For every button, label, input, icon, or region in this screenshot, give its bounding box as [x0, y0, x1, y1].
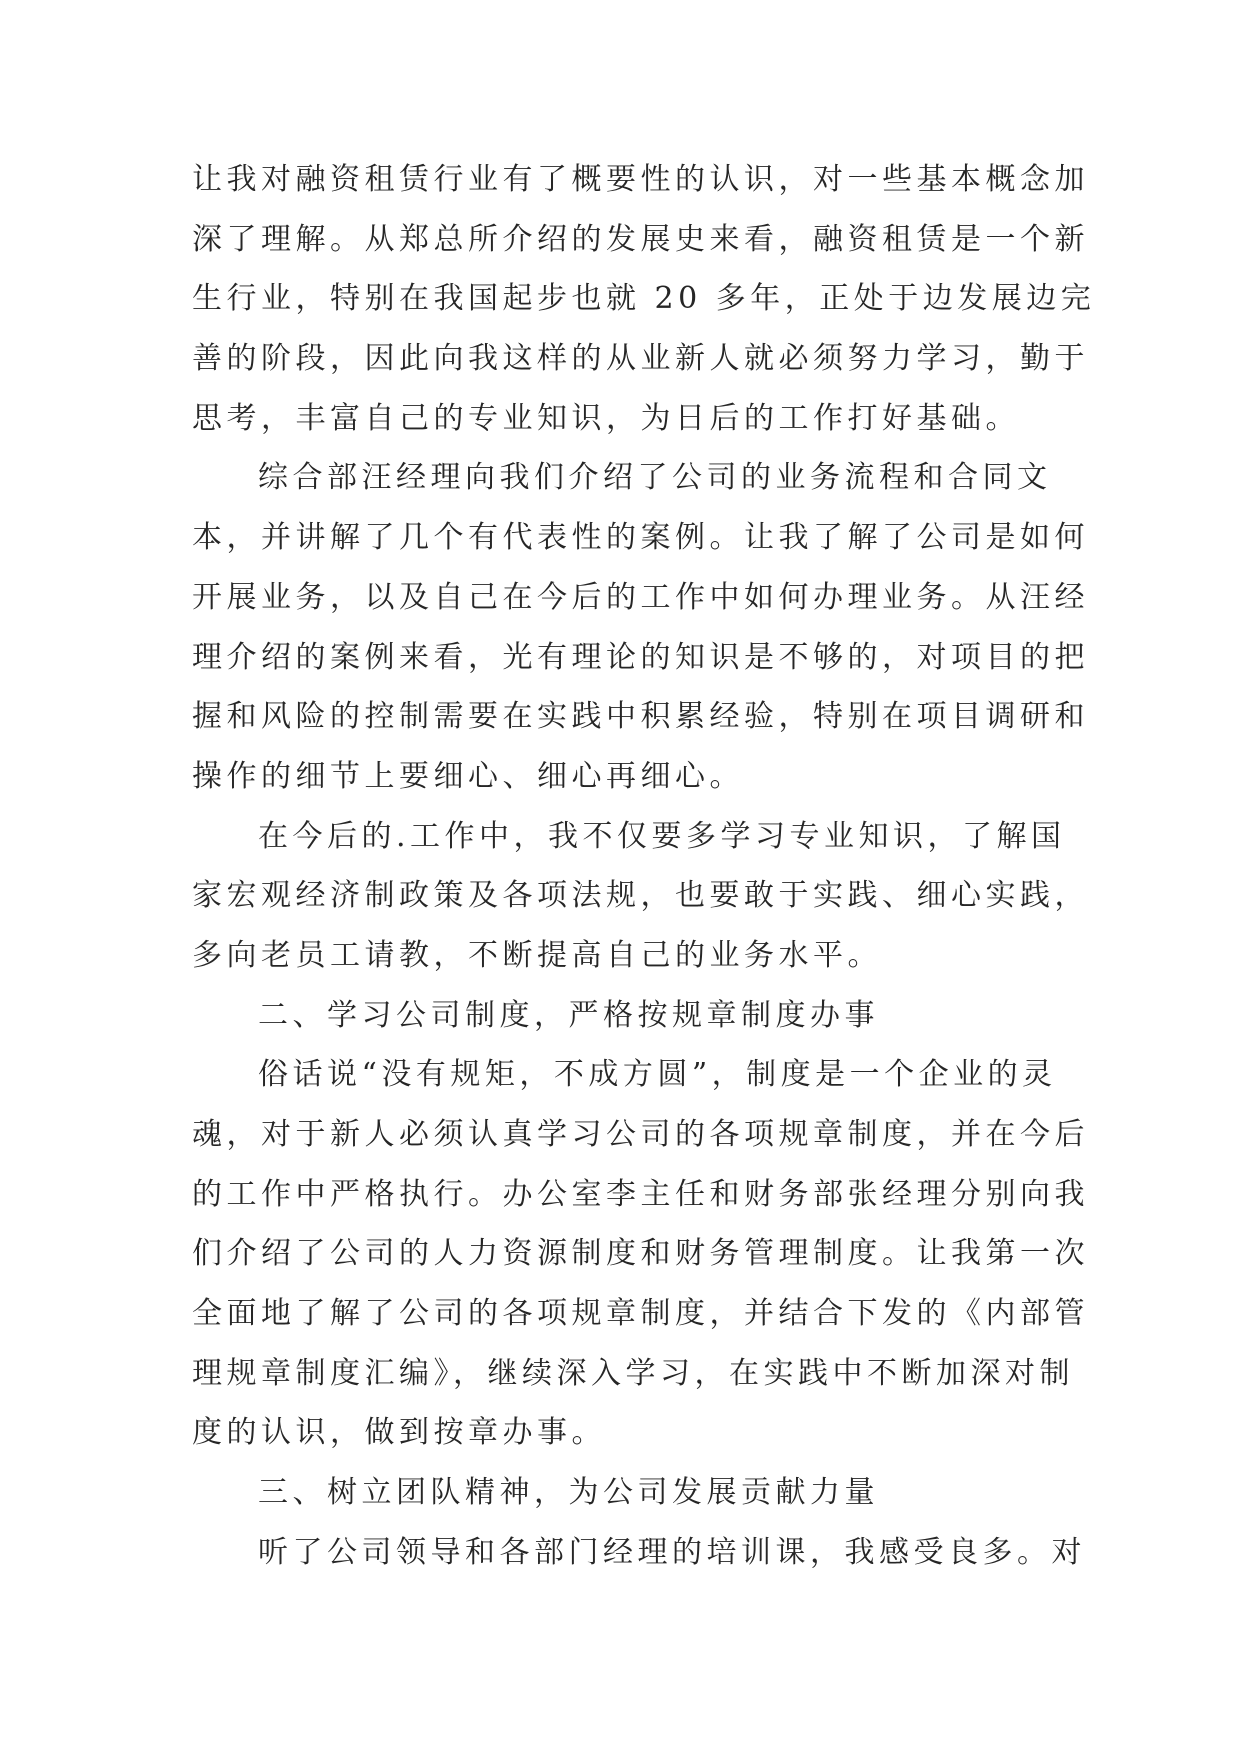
text-line: 开展业务，以及自己在今后的工作中如何办理业务。从汪经: [192, 579, 1089, 615]
paragraph-start-line: 听了公司领导和各部门经理的培训课，我感受良多。对: [258, 1534, 1086, 1570]
text-line: 多向老员工请教，不断提高自己的业务水平。: [192, 937, 882, 973]
section-heading: 二、学习公司制度，严格按规章制度办事: [258, 997, 879, 1033]
text-line: 的工作中严格执行。办公室李主任和财务部张经理分别向我: [192, 1176, 1089, 1212]
text-line: 让我对融资租赁行业有了概要性的认识，对一些基本概念加: [192, 162, 1089, 197]
paragraph-start-line: 在今后的.工作中，我不仅要多学习专业知识，了解国: [258, 818, 1066, 854]
text-line: 度的认识，做到按章办事。: [192, 1415, 606, 1451]
text-line: 们介绍了公司的人力资源制度和财务管理制度。让我第一次: [192, 1236, 1089, 1272]
text-line: 操作的细节上要细心、细心再细心。: [192, 758, 744, 794]
text-line: 魂，对于新人必须认真学习公司的各项规章制度，并在今后: [192, 1117, 1089, 1152]
text-line: 本，并讲解了几个有代表性的案例。让我了解了公司是如何: [192, 520, 1089, 556]
paragraph-start-line: 综合部汪经理向我们介绍了公司的业务流程和合同文: [258, 460, 1052, 496]
section-heading: 三、树立团队精神，为公司发展贡献力量: [258, 1475, 879, 1511]
text-line: 善的阶段，因此向我这样的从业新人就必须努力学习，勤于: [192, 341, 1089, 377]
text-line: 全面地了解了公司的各项规章制度，并结合下发的《内部管: [192, 1296, 1089, 1332]
text-line: 深了理解。从郑总所介绍的发展史来看，融资租赁是一个新: [192, 221, 1089, 257]
body-text: [192, 150, 1096, 1583]
text-line: 思考，丰富自己的专业知识，为日后的工作打好基础。: [192, 400, 1020, 436]
text-line: 理介绍的案例来看，光有理论的知识是不够的，对项目的把: [192, 639, 1089, 675]
text-line: 家宏观经济制政策及各项法规，也要敢于实践、细心实践，: [192, 878, 1089, 914]
text-line: 生行业，特别在我国起步也就 20 多年，正处于边发展边完: [192, 281, 1096, 317]
paragraph-start-line: 俗话说“没有规矩，不成方圆”，制度是一个企业的灵: [258, 1057, 1057, 1093]
text-line: 理规章制度汇编》，继续深入学习，在实践中不断加深对制: [192, 1355, 1074, 1391]
text-line: 握和风险的控制需要在实践中积累经验，特别在项目调研和: [192, 699, 1089, 735]
